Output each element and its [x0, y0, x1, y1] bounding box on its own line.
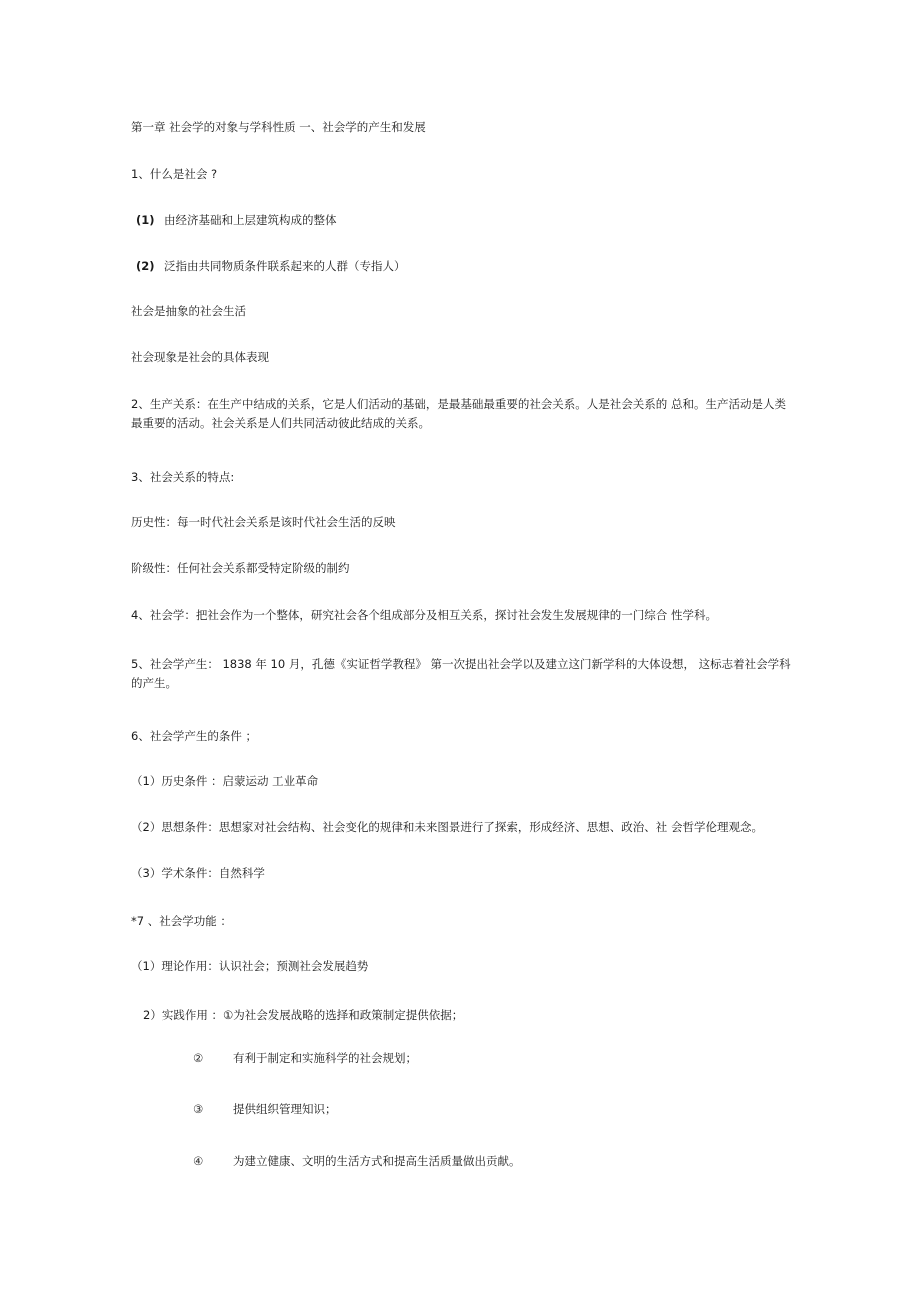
q3-history-line: 历史性：每一时代社会关系是该时代社会生活的反映 [131, 515, 396, 529]
question-3: 3、社会关系的特点: [131, 470, 235, 484]
question-6: 6、社会学产生的条件 ； [131, 729, 257, 743]
q6-item-3: （3）学术条件：自然科学 [131, 866, 265, 880]
q1-item-1-text: 由经济基础和上层建筑构成的整体 [164, 213, 337, 227]
q7-item-1: （1）理论作用：认识社会；预测社会发展趋势 [131, 959, 369, 973]
q7-subitem-4-text: 为建立健康、文明的生活方式和提高生活质量做出贡献。 [233, 1154, 521, 1168]
q7-subitem-2-marker: ② [193, 1051, 204, 1065]
society-phenomenon-line: 社会现象是社会的具体表现 [131, 350, 269, 364]
q7-subitem-4-marker: ④ [193, 1154, 204, 1168]
q7-subitem-3-text: 提供组织管理知识； [233, 1102, 337, 1116]
q6-item-2: （2）思想条件：思想家对社会结构、社会变化的规律和未来图景进行了探索，形成经济、思想、政治、社 会哲学伦理观念。 [131, 820, 763, 834]
question-1: 1、什么是社会 ? [131, 167, 218, 181]
q1-item-2-number: (2) [136, 259, 155, 273]
question-5-paragraph: 5、社会学产生： 1838 年 10 月，孔德《实证哲学教程》 第一次提出社会学以及建立这门新学科的大体设想， 这标志着社会学科的产生。 [131, 657, 791, 690]
society-abstract-line: 社会是抽象的社会生活 [131, 304, 246, 318]
q6-item-1: （1）历史条件 ：启蒙运动 工业革命 [131, 774, 319, 788]
q7-subitem-2-text: 有利于制定和实施科学的社会规划； [233, 1051, 417, 1065]
q7-item-2: 2）实践作用 ：①为社会发展战略的选择和政策制定提供依据； [143, 1008, 464, 1022]
chapter-title: 第一章 社会学的对象与学科性质 一、社会学的产生和发展 [131, 120, 426, 134]
question-4-paragraph: 4、社会学：把社会作为一个整体，研究社会各个组成部分及相互关系，探讨社会发生发展规律的一门综合 性学科。 [131, 608, 717, 622]
q7-subitem-3-marker: ③ [193, 1102, 204, 1116]
question-7: *7 、社会学功能 ： [131, 914, 232, 928]
q3-class-line: 阶级性：任何社会关系都受特定阶级的制约 [131, 561, 350, 575]
q1-item-2-text: 泛指由共同物质条件联系起来的人群（专指人） [164, 259, 406, 273]
question-2-paragraph: 2、生产关系：在生产中结成的关系，它是人们活动的基础，是最基础最重要的社会关系。人是社会关系的 总和。生产活动是人类最重要的活动。社会关系是人们共同活动彼此结成的关系。 [131, 397, 786, 430]
q1-item-1-number: (1) [136, 213, 155, 227]
